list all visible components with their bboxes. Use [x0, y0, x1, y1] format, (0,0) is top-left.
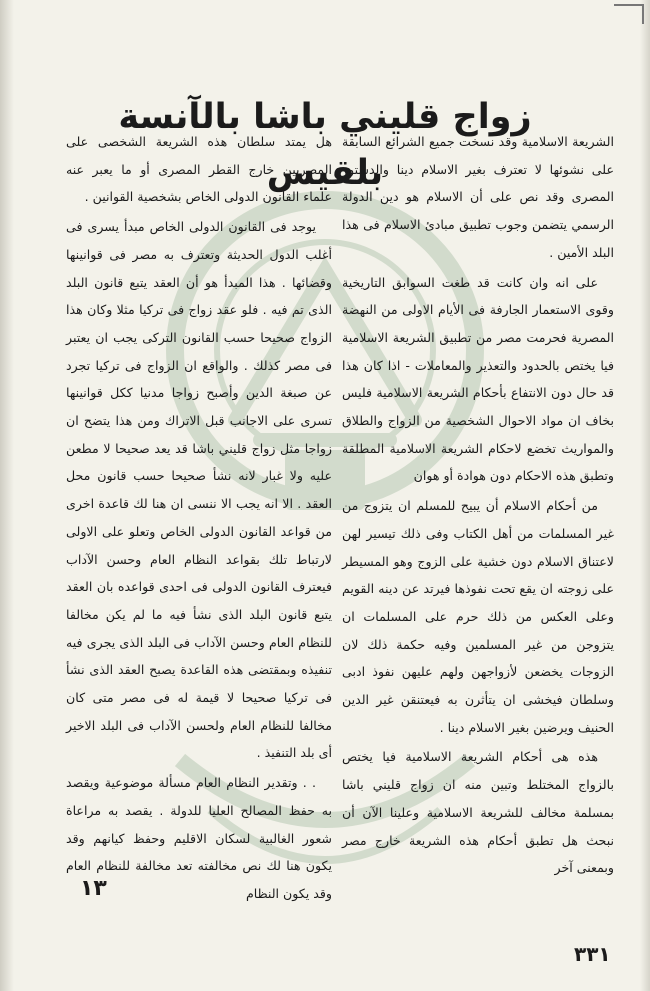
paragraph: هل يمتد سلطان هذه الشريعة الشخصى على المصريين خارج القطر المصرى أو ما يعبر عنه علماء القانون الدولى الخاص بشخصية القوانين . [66, 134, 332, 205]
page-number-left: ١٣ [80, 876, 107, 901]
paragraph: الشريعة الاسلامية وقد نسخت جميع الشرائع السابقة على نشوئها لا تعترف بغير الاسلام دينا والدستور المصرى وقد نص على أن الاسلام هو دين الدولة الرسمي يتضمن وجوب تطبيق مبادئ الاسلام فى هذا البلد الأمين . [342, 134, 614, 260]
paragraph: هذه هى أحكام الشريعة الاسلامية فيا يختص بالزواج المختلط وتبين منه ان زواج قليني باشا بمسلمة مخالف للشريعة الاسلامية وعلينا الآن أن نبحث هل تطبق أحكام هذه الشريعة خارج مصر وبمعنى آخر [342, 749, 614, 876]
page-number-right: ٣٣١ [574, 942, 611, 966]
article-title: زواج قليني باشا بالآنسة بلقيس [118, 97, 532, 194]
paragraph: من أحكام الاسلام أن يبيح للمسلم ان يتزوج من غير المسلمات من أهل الكتاب وفى ذلك تيسير لهن لاعتناق الاسلام دون خشية على الزوج وهو المسيطر على زوجته ان يقع تحت نفوذها فيرتد عن دينه القويم وعلى العكس من ذلك حرم على المسلمات ان يتزوجن من غير المسلمين وفيه حكمة ذلك لان الزوجات يخضعن لأزواجهن ولهم عليهن نفوذ ادبى وسلطان فيخشى ان يتأثرن به فيعتنقن غير الدين الحنيف ويرضين بغير الاسلام دينا . [342, 498, 614, 735]
paragraph: على انه وان كانت قد طغت السوابق التاريخية وقوى الاستعمار الجارفة فى الأيام الاولى من النهضة المصرية فحرمت مصر من تطبيق الشريعة الاسلامية فيا يختص بالحدود والتعذير والمعاملات - اذا كان هذا قد حال دون الانتفاع بأحكام الشريعة الاسلامية فليس بخاف ان مواد الاحوال الشخصية من الزواج والطلاق والمواريث تخضع لاحكام الشريعة الاسلامية المطلقة وتطبق هذه الاحكام دون هوادة أو هوان [342, 274, 614, 484]
scan-edge-shadow-right [640, 0, 650, 991]
paragraph: . . وتقدير النظام العام مسألة موضوعية ويقصد به حفظ المصالح العليا للدولة . يقصد به مراعاة شعور الغالبية لسكان الاقليم وحفظ كيانهم وقد يكون هنا لك نص مخالفته تعد مخالفة للنظام العام وقد يكون النظام [66, 775, 332, 901]
paragraph: يوجد فى القانون الدولى الخاص مبدأ يسرى فى أغلب الدول الحديثة وتعترف به مصر فى قوانينها وقضائها . هذا المبدأ هو أن العقد يتبع قانون البلد الذى تم فيه . فلو عقد زواج فى تركيا مثلا وكان هذا الزواج صحيحا حسب القانون التركى يجب ان يعتبر فى مصر كذلك . والواقع ان الزواج فى تركيا تجرد عن صبغة الدين وأصبح زواجا مدنيا ككل قوانينها تسرى على الاجانب قبل الاتراك ومن هذا يتضح ان زواجا مثل زواج قليني باشا قد يعد صحيحا لا مطعن عليه ولا غبار لانه نشأ صحيحا حسب قانون محل العقد . الا انه يجب الا ننسى ان هنا لك قاعدة اخرى من قواعد القانون الدولى الخاص وتعلو على الاولى لارتباط تلك بقواعد النظام العام وحسن الآداب فيعترف القانون الدولى فى احدى قواعده بان العقد يتبع قانون البلد الذى نشأ فيه ما لم يكن مخالفا للنظام العام وحسن الآداب فى البلد الذى يجرى فيه تنفيذه وبمقتضى هذه القاعدة يصبح العقد الذى نشأ فى تركيا صحيحا لا قيمة له فى مصر متى كان مخالفا للنظام العام ولحسن الآداب فى البلد الاخير أى بلد التنفيذ . [66, 219, 332, 761]
corner-crop-mark [614, 4, 644, 24]
text-column-left [66, 128, 332, 910]
text-column-right [342, 128, 614, 884]
scan-edge-shadow-left [0, 0, 14, 991]
